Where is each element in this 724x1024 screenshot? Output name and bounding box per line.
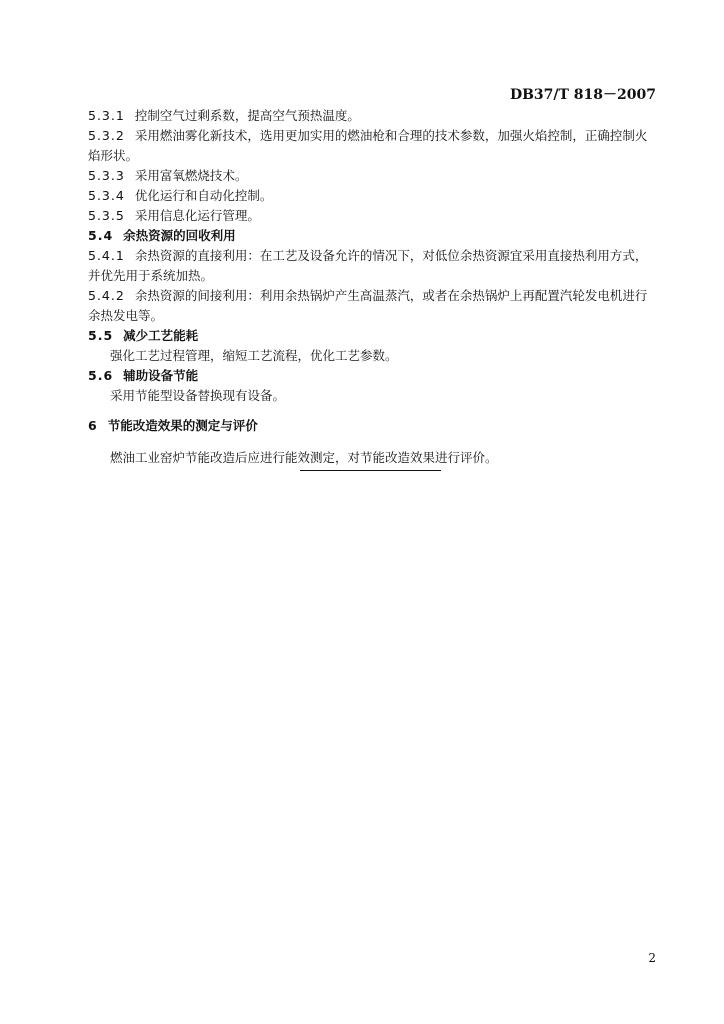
clause-5-3-4 (88, 186, 658, 206)
clause-5-3-2 (88, 126, 658, 166)
clause-text: 余热资源的直接利用：在工艺及设备允许的情况下，对低位余热资源宜采用直接热利用方式，并优先用于系统加热。 (88, 248, 648, 283)
clause-5-3-5 (88, 206, 658, 226)
clause-number: 5.3.3 (88, 168, 125, 183)
section-heading-5-5 (88, 326, 658, 346)
section-number: 5.5 (88, 328, 114, 343)
document-code-header: DB37/T 818－2007 (509, 87, 656, 103)
page-number: 2 (648, 951, 656, 965)
section-heading-5-6 (88, 366, 658, 386)
clause-5-3-3 (88, 166, 658, 186)
section-number: 6 (88, 418, 98, 433)
section-number: 5.6 (88, 368, 114, 383)
section-title: 辅助设备节能 (123, 368, 199, 383)
clause-5-4-1 (88, 246, 658, 286)
paragraph-6: 燃油工业窑炉节能改造后应进行能效测定，对节能改造效果进行评价。 (110, 450, 498, 465)
clause-number: 5.4.1 (88, 248, 125, 263)
end-rule-divider (300, 470, 441, 471)
clause-5-4-2 (88, 286, 658, 326)
paragraph-5-6: 采用节能型设备替换现有设备。 (110, 388, 286, 403)
clause-text: 采用信息化运行管理。 (134, 208, 260, 223)
clause-number: 5.3.2 (88, 128, 125, 143)
section-heading-6 (88, 416, 658, 436)
section-title: 节能改造效果的测定与评价 (107, 418, 258, 433)
clause-number: 5.4.2 (88, 288, 125, 303)
section-heading-5-4 (88, 226, 658, 246)
section-title: 减少工艺能耗 (123, 328, 199, 343)
paragraph-5-5: 强化工艺过程管理，缩短工艺流程，优化工艺参数。 (110, 348, 398, 363)
clause-number: 5.3.5 (88, 208, 125, 223)
clause-number: 5.3.4 (88, 188, 125, 203)
clause-text: 优化运行和自动化控制。 (134, 188, 273, 203)
section-title: 余热资源的回收利用 (123, 228, 236, 243)
clause-5-3-1 (88, 106, 658, 126)
document-body (88, 106, 658, 468)
clause-text: 控制空气过剩系数，提高空气预热温度。 (134, 108, 360, 123)
clause-number: 5.3.1 (88, 108, 125, 123)
section-number: 5.4 (88, 228, 114, 243)
clause-text: 余热资源的间接利用：利用余热锅炉产生高温蒸汽，或者在余热锅炉上再配置汽轮发电机进行余热发电等。 (88, 288, 648, 323)
clause-text: 采用燃油雾化新技术，选用更加实用的燃油枪和合理的技术参数，加强火焰控制，正确控制火焰形状。 (88, 128, 648, 163)
clause-text: 采用富氧燃烧技术。 (134, 168, 248, 183)
